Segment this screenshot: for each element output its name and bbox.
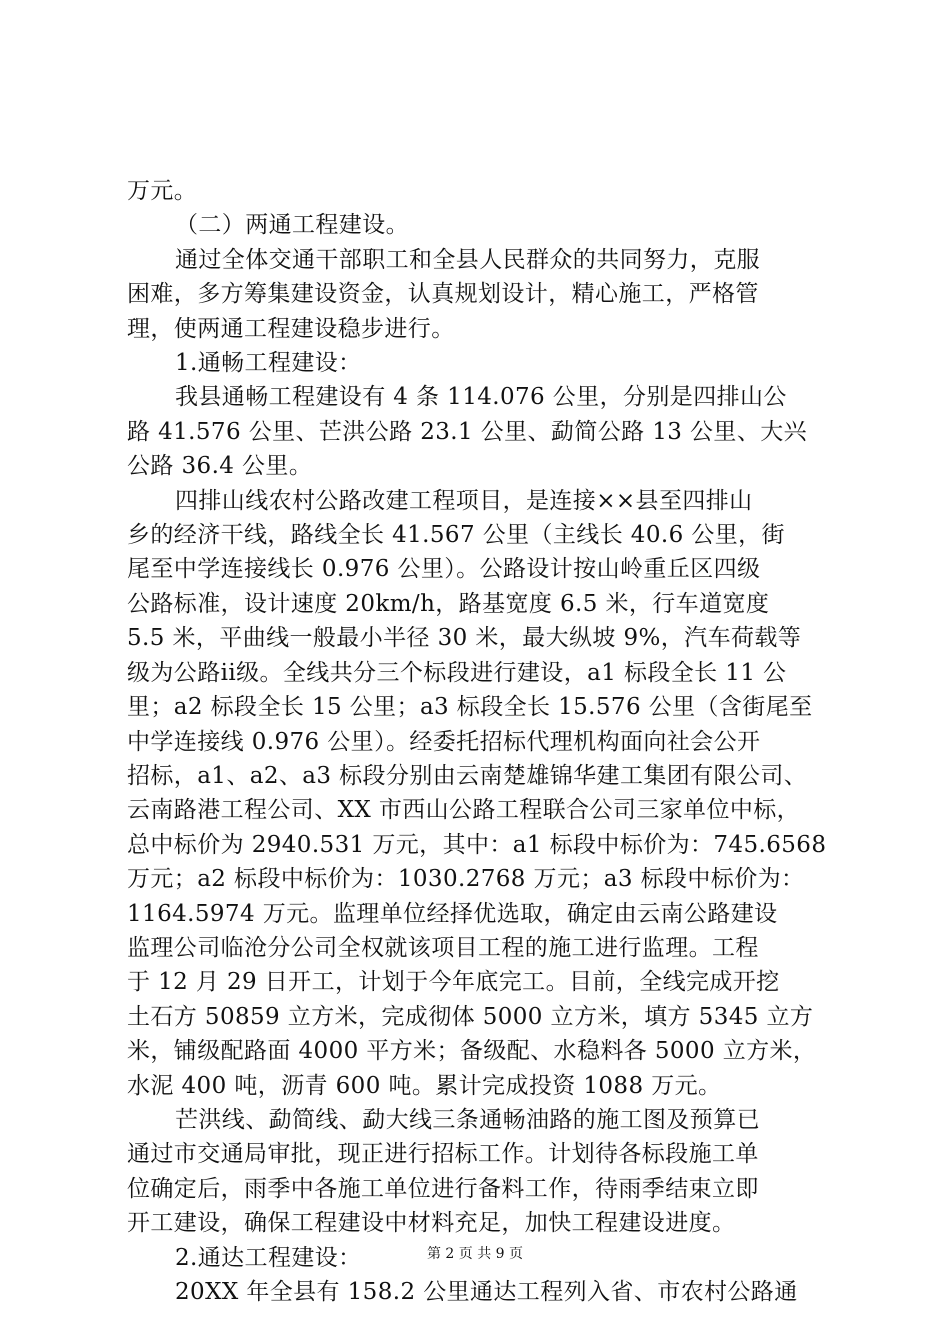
text-line: 四排山线农村公路改建工程项目，是连接××县至四排山 <box>175 487 753 514</box>
section-heading: （二）两通工程建设。 <box>175 212 409 239</box>
text-line: 监理公司临沧分公司全权就该项目工程的施工进行监理。工程 <box>127 934 759 961</box>
text-line: 于 12 月 29 日开工，计划于今年底完工。目前，全线完成开挖 <box>127 969 780 996</box>
text-line: 招标，a1、a2、a3 标段分别由云南楚雄锦华建工集团有限公司、 <box>127 762 808 789</box>
text-line: 通过全体交通干部职工和全县人民群众的共同努力，克服 <box>175 246 760 273</box>
text-line: 公路标准，设计速度 20km/h，路基宽度 6.5 米，行车道宽度 <box>127 590 770 617</box>
text-line: 级为公路ii级。全线共分三个标段进行建设，a1 标段全长 11 公 <box>127 659 787 686</box>
text-line: 我县通畅工程建设有 4 条 114.076 公里，分别是四排山公 <box>175 384 787 411</box>
text-line: 总中标价为 2940.531 万元，其中：a1 标段中标价为：745.6568 <box>127 831 827 858</box>
text-line: 芒洪线、勐简线、勐大线三条通畅油路的施工图及预算已 <box>175 1106 760 1133</box>
text-line: 万元。 <box>127 178 198 204</box>
document-body <box>127 174 843 1309</box>
text-line: 云南路港工程公司、XX 市西山公路工程联合公司三家单位中标， <box>127 797 801 824</box>
text-line: 1164.5974 万元。监理单位经择优选取，确定由云南公路建设 <box>127 900 778 927</box>
text-line: 里；a2 标段全长 15 公里；a3 标段全长 15.576 公里（含街尾至 <box>127 694 813 721</box>
subsection-heading: 2.通达工程建设： <box>175 1244 362 1271</box>
text-line: 位确定后，雨季中各施工单位进行备料工作，待雨季结束立即 <box>127 1175 759 1202</box>
page-footer <box>0 1245 950 1263</box>
text-line: 困难，多方筹集建设资金，认真规划设计，精心施工，严格管 <box>127 281 759 308</box>
text-line: 理，使两通工程建设稳步进行。 <box>127 315 455 342</box>
page-number-label: 第 2 页 共 9 页 <box>426 1246 524 1262</box>
text-line: 米，铺级配路面 4000 平方米；备级配、水稳料各 5000 立方米， <box>127 1038 817 1065</box>
text-line: 20XX 年全县有 158.2 公里通达工程列入省、市农村公路通 <box>175 1279 798 1305</box>
text-line: 路 41.576 公里、芒洪公路 23.1 公里、勐简公路 13 公里、大兴 <box>127 418 808 445</box>
text-line: 中学连接线 0.976 公里）。经委托招标代理机构面向社会公开 <box>127 728 761 755</box>
text-line: 公路 36.4 公里。 <box>127 453 313 480</box>
text-line: 5.5 米，平曲线一般最小半径 30 米，最大纵坡 9%，汽车荷载等 <box>127 625 802 652</box>
text-line: 土石方 50859 立方米，完成彻体 5000 立方米，填方 5345 立方 <box>127 1003 814 1030</box>
subsection-heading: 1.通畅工程建设： <box>175 350 362 377</box>
text-line: 万元；a2 标段中标价为：1030.2768 万元；a3 标段中标价为： <box>127 866 805 893</box>
text-line: 乡的经济干线，路线全长 41.567 公里（主线长 40.6 公里，街 <box>127 522 785 549</box>
text-line: 开工建设，确保工程建设中材料充足，加快工程建设进度。 <box>127 1210 736 1237</box>
text-line: 水泥 400 吨，沥青 600 吨。累计完成投资 1088 万元。 <box>127 1072 722 1099</box>
text-line: 通过市交通局审批，现正进行招标工作。计划待各标段施工单 <box>127 1141 759 1168</box>
text-line: 尾至中学连接线长 0.976 公里）。公路设计按山岭重丘区四级 <box>127 556 761 583</box>
